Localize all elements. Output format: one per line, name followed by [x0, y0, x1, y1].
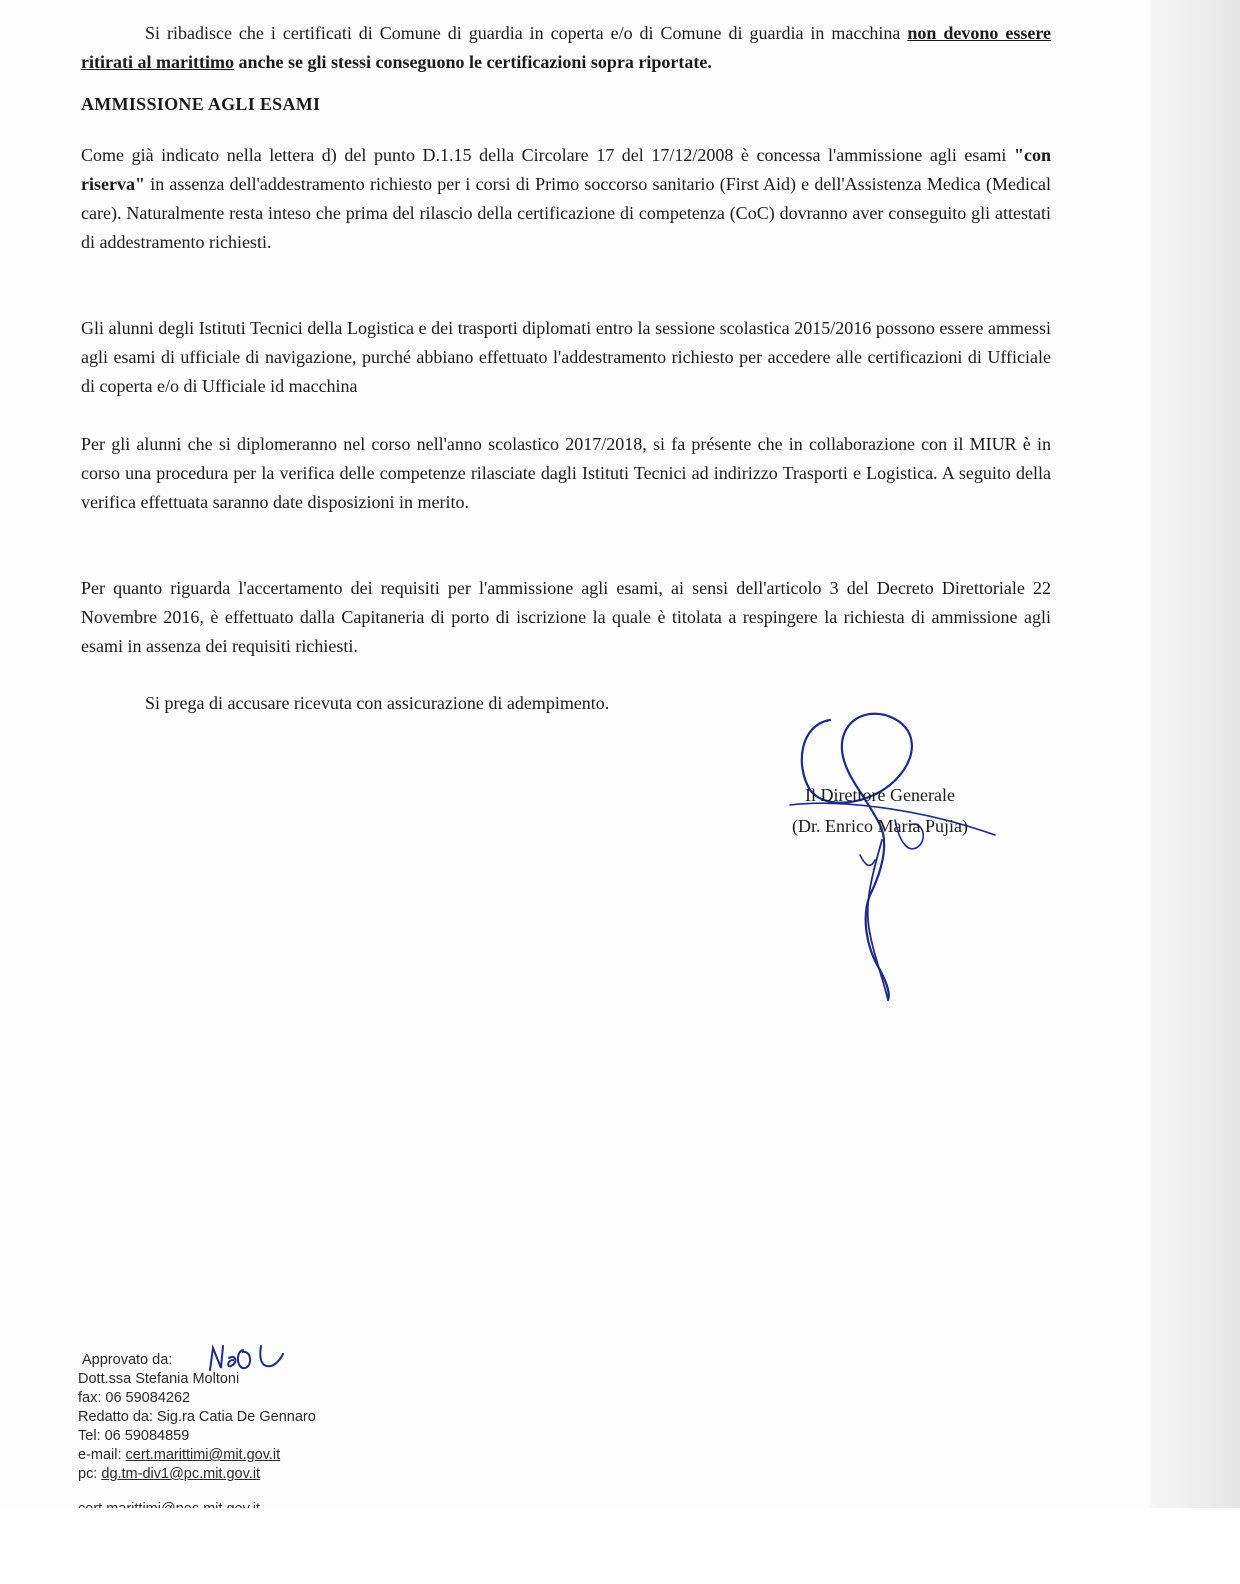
footer-contacts: [78, 1351, 316, 1484]
section-heading: AMMISSIONE AGLI ESAMI: [81, 94, 321, 114]
approved-name: Dott.ssa Stefania Moltoni: [78, 1371, 240, 1387]
paragraph-ricevuta: Si prega di accusare ricevuta con assicurazione di adempimento.: [145, 693, 610, 713]
pec-line: [78, 1465, 316, 1484]
email-line: [78, 1446, 316, 1465]
email-label: e-mail:: [78, 1447, 126, 1463]
pec-link[interactable]: dg.tm-div1@pc.mit.gov.it: [101, 1466, 261, 1482]
drafted-by: Redatto da: Sig.ra Catia De Gennaro: [78, 1409, 316, 1425]
paragraph-ammissione-rest: in assenza dell'addestramento richiesto per i corsi di Primo soccorso sanitario (First Aid) e dell'Assistenza Medica (Medical care). Naturalmente resta inteso che prima del rilascio della certificazione di competenza (CoC) dovranno aver conseguito gli attestati di addestramento richiesti.: [81, 174, 1051, 252]
pec-label: pc:: [78, 1466, 102, 1482]
cut-off-line: [78, 1500, 338, 1508]
paragraph-certificati-text: Si ribadisce che i certificati di Comune di guardia in coperta e/o di Comune di guardia in macchina: [145, 23, 908, 43]
approved-label: Approvato da:: [82, 1352, 173, 1368]
paragraph-certificati-bold: anche se gli stessi conseguono le certificazioni sopra riportate.: [233, 52, 712, 72]
fax-number: fax: 06 59084262: [78, 1390, 191, 1406]
signatory-name: (Dr. Enrico Maria Pujia): [792, 816, 968, 836]
paragraph-ammissione: [81, 141, 1051, 257]
underlined-emphasis: non devono essere ritirati al marittimo: [81, 23, 1051, 72]
scan-shadow: [1150, 0, 1240, 1510]
paragraph-certificati: [81, 19, 1051, 77]
paragraph-alunni: Gli alunni degli Istituti Tecnici della Logistica e dei trasporti diplomati entro la sessione scolastica 2015/2016 possono essere ammessi agli esami di ufficiale di navigazione, purché abbiano effettuato l'addestramento richiesto per accedere alle certificazioni di Ufficiale di coperta e/o di Ufficiale id macchina: [81, 318, 1051, 396]
con-riserva-emphasis: "con riserva": [81, 145, 1051, 194]
paragraph-requisiti: Per quanto riguarda l'accertamento dei requisiti per l'ammissione agli esami, ai sensi dell'articolo 3 del Decreto Direttoriale 22 Novembre 2016, è effettuato dalla Capitaneria di porto di iscrizione la quale è titolata a respingere la richiesta di ammissione agli esami in assenza dei requisiti richiesti.: [81, 578, 1051, 656]
page-bottom-margin: [0, 1508, 1240, 1584]
paragraph-diplomeranno: Per gli alunni che si diplomeranno nel corso nell'anno scolastico 2017/2018, si fa présente che in collaborazione con il MIUR è in corso una procedura per la verifica delle competenze rilasciate dagli Istituti Tecnici ad indirizzo Trasporti e Logistica. A seguito della verifica effettuata saranno date disposizioni in merito.: [81, 434, 1051, 512]
tel-number: Tel: 06 59084859: [78, 1428, 190, 1444]
signatory-title: Il Direttore Generale: [805, 785, 955, 805]
handwritten-signature: [770, 705, 1010, 1005]
signature-block: [760, 780, 1000, 842]
email-link[interactable]: cert.marittimi@mit.gov.it: [125, 1447, 281, 1463]
paragraph-ammissione-text: Come già indicato nella lettera d) del punto D.1.15 della Circolare 17 del 17/12/2008 è concessa l'ammissione agli esami: [81, 145, 1014, 165]
